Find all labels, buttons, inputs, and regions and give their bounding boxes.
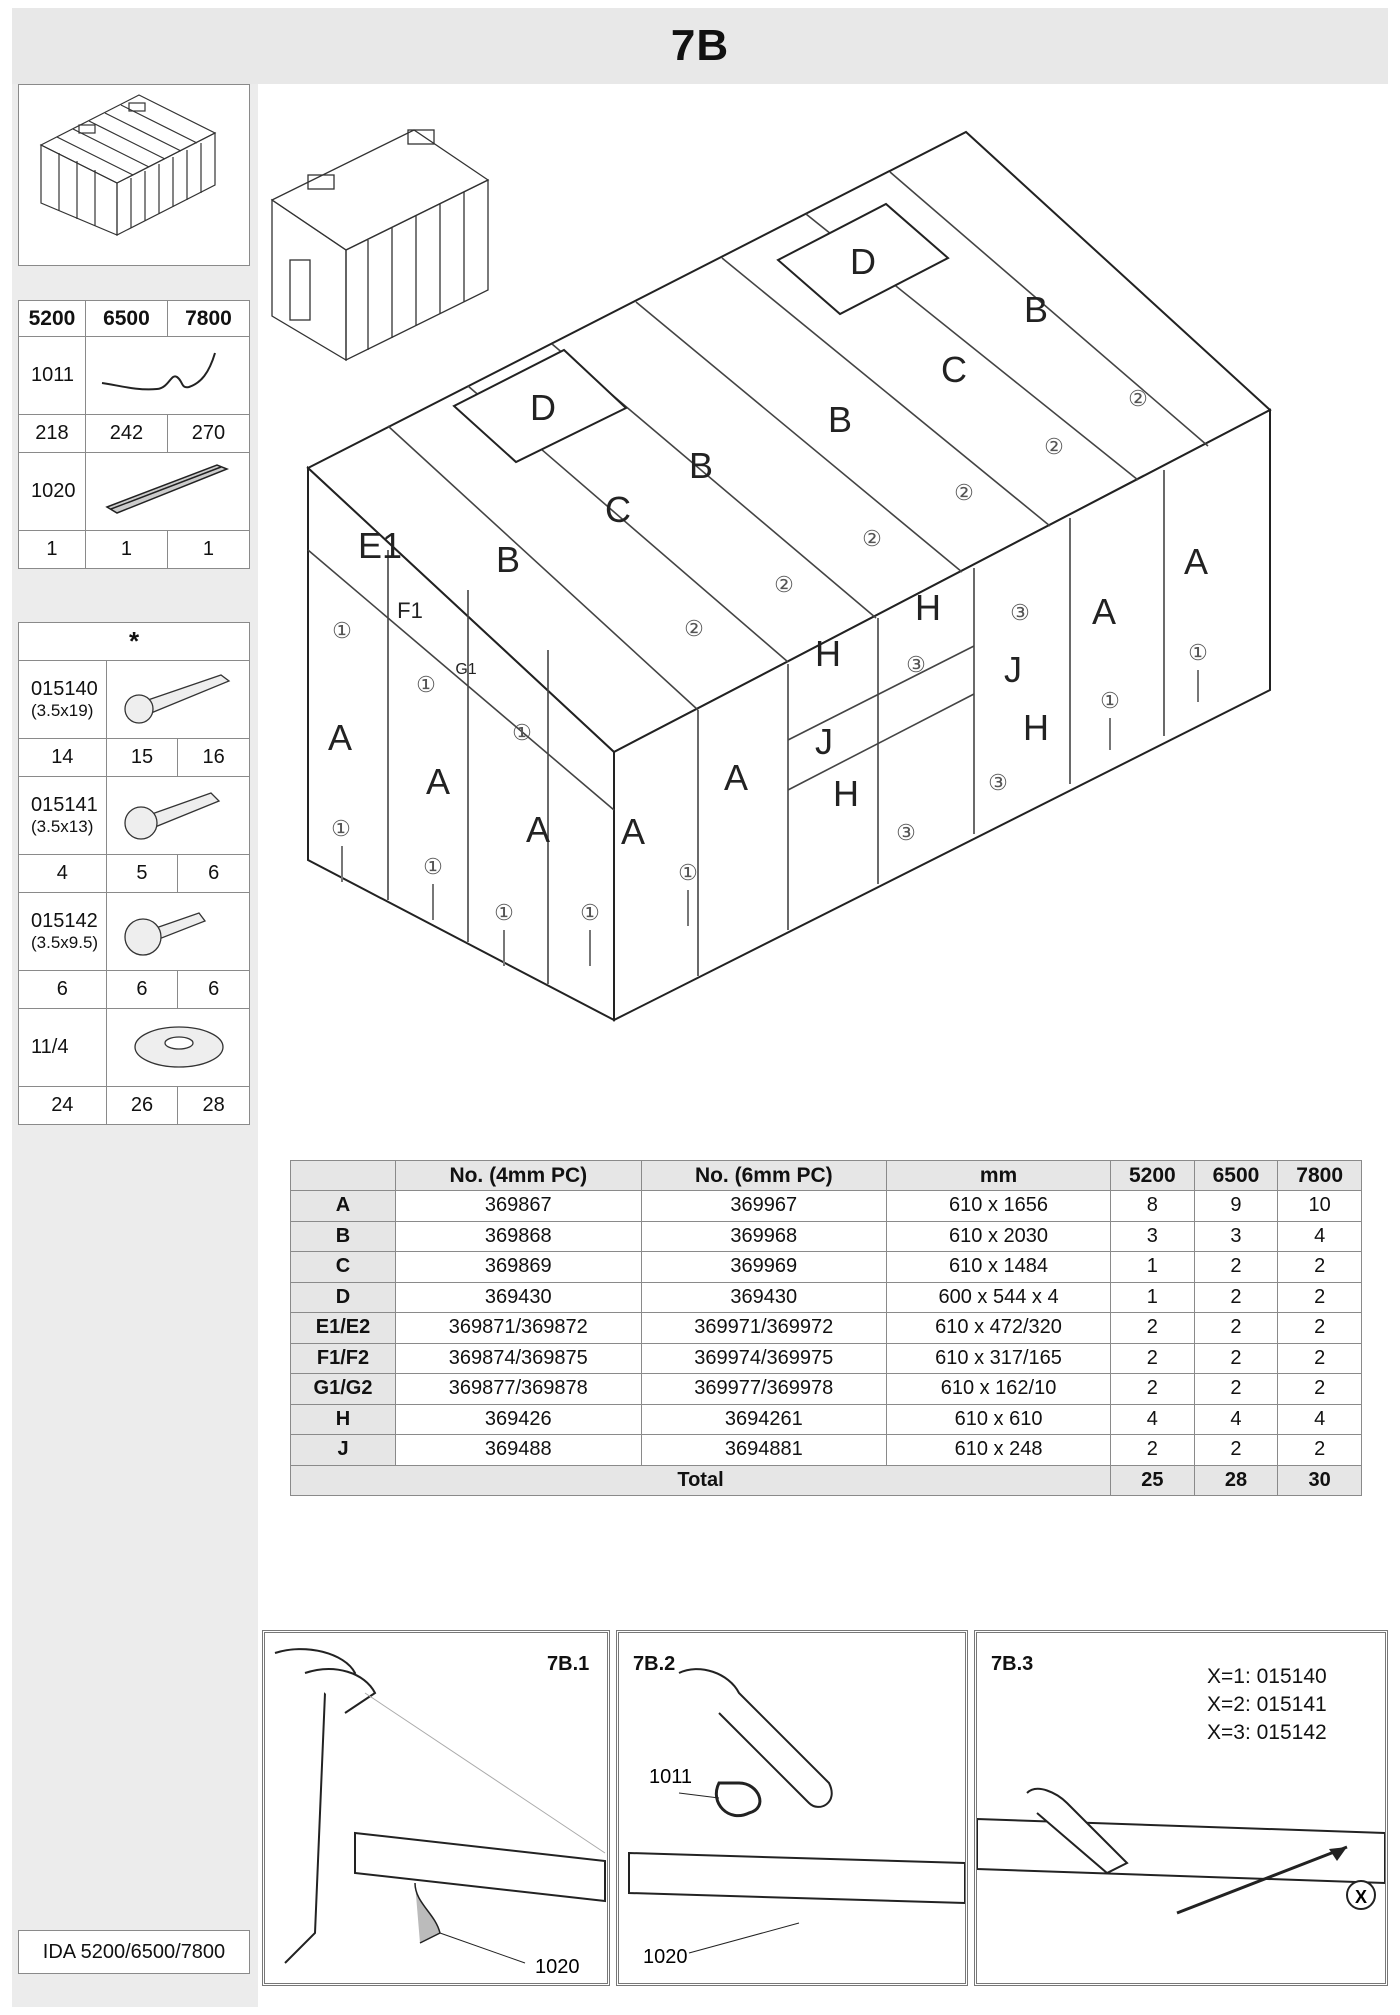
total-7800: 30: [1278, 1465, 1362, 1496]
svg-text:A: A: [620, 811, 646, 852]
washer-label: 11/4: [19, 1009, 107, 1087]
screw-015140-row: [19, 661, 250, 739]
quantity-header-row: [19, 301, 250, 337]
parts-cell: 369868: [396, 1221, 642, 1252]
panel-key: D: [291, 1282, 396, 1313]
parts-cell: 2: [1194, 1343, 1278, 1374]
header-6500: 6500: [1194, 1161, 1278, 1191]
count-cell: 16: [178, 739, 250, 777]
clip-1011-illustration: [85, 337, 249, 415]
panel-key: B: [291, 1221, 396, 1252]
screw-015140-label: [19, 661, 107, 739]
svg-text:③: ③: [896, 820, 916, 845]
svg-text:B: B: [827, 399, 853, 440]
parts-row: [291, 1343, 1362, 1374]
parts-table-header: [291, 1161, 1362, 1191]
parts-cell: 10: [1278, 1191, 1362, 1222]
model-5200-header: 5200: [19, 301, 86, 337]
legend-line: X=3: 015142: [1207, 1721, 1327, 1744]
parts-cell: 369430: [396, 1282, 642, 1313]
header-5200: 5200: [1111, 1161, 1195, 1191]
screw-short-illustration: [106, 893, 249, 971]
svg-text:①: ①: [1100, 688, 1120, 713]
model-7800-header: 7800: [167, 301, 249, 337]
svg-text:A: A: [525, 809, 551, 850]
parts-cell: 610 x 1656: [887, 1191, 1111, 1222]
svg-text:①: ①: [580, 900, 600, 925]
legend-line: X=2: 015141: [1207, 1693, 1327, 1716]
svg-text:①: ①: [494, 900, 514, 925]
parts-row: [291, 1374, 1362, 1405]
parts-cell: 600 x 544 x 4: [887, 1282, 1111, 1313]
title-bar: [12, 8, 1388, 84]
svg-text:C: C: [941, 349, 967, 390]
count-cell: 4: [19, 855, 107, 893]
parts-cell: 2: [1111, 1343, 1195, 1374]
mini-greenhouse-icon: [272, 130, 488, 360]
svg-text:C: C: [605, 489, 631, 530]
header-mm: mm: [887, 1161, 1111, 1191]
parts-cell: 610 x 610: [887, 1404, 1111, 1435]
panel-key: E1/E2: [291, 1313, 396, 1344]
parts-cell: 3: [1111, 1221, 1195, 1252]
screw-code: 015140: [31, 678, 98, 700]
callout-1020: 1020: [643, 1946, 688, 1968]
panel-parts-table: [290, 1160, 1362, 1496]
parts-cell: 1: [1111, 1252, 1195, 1283]
svg-text:②: ②: [862, 526, 882, 551]
detail-7b1: [262, 1630, 610, 1986]
parts-cell: 4: [1111, 1404, 1195, 1435]
parts-cell: 2: [1194, 1374, 1278, 1405]
parts-cell: 3694261: [641, 1404, 887, 1435]
svg-text:①: ①: [423, 854, 443, 879]
parts-cell: 2: [1194, 1282, 1278, 1313]
count-cell: 6: [106, 971, 178, 1009]
screw-015141-row: [19, 777, 250, 855]
parts-cell: 369974/369975: [641, 1343, 887, 1374]
svg-text:H: H: [1023, 707, 1049, 748]
detail-7b1-drawing: [265, 1633, 607, 1983]
parts-row: [291, 1191, 1362, 1222]
total-6500: 28: [1194, 1465, 1278, 1496]
parts-cell: 2: [1278, 1435, 1362, 1466]
panel-key: F1/F2: [291, 1343, 396, 1374]
count-cell: 270: [167, 415, 249, 453]
svg-text:H: H: [815, 633, 841, 674]
parts-cell: 369971/369972: [641, 1313, 887, 1344]
callout-1011: 1011: [649, 1766, 693, 1788]
parts-cell: 2: [1194, 1252, 1278, 1283]
header-6mm: No. (6mm PC): [641, 1161, 887, 1191]
detail-7b3: [974, 1630, 1388, 1986]
screw-015140-counts: [19, 739, 250, 777]
screw-long-illustration: [106, 661, 249, 739]
count-cell: 6: [19, 971, 107, 1009]
svg-text:J: J: [815, 721, 833, 762]
count-cell: 26: [106, 1087, 178, 1125]
screw-015141-counts: [19, 855, 250, 893]
svg-text:②: ②: [1044, 434, 1064, 459]
model-footer: IDA 5200/6500/7800: [18, 1930, 250, 1974]
greenhouse-thumbnail-drawing: [19, 85, 249, 265]
svg-text:B: B: [495, 539, 521, 580]
count-cell: 15: [106, 739, 178, 777]
parts-cell: 369977/369978: [641, 1374, 887, 1405]
screw-header: *: [19, 623, 250, 661]
parts-cell: 1: [1111, 1282, 1195, 1313]
part-1020-label: 1020: [19, 453, 86, 531]
svg-text:D: D: [850, 241, 876, 282]
svg-text:②: ②: [684, 616, 704, 641]
parts-row: [291, 1252, 1362, 1283]
detail-7b2: [616, 1630, 968, 1986]
parts-cell: 2: [1194, 1435, 1278, 1466]
count-cell: 218: [19, 415, 86, 453]
part-1011-label: 1011: [19, 337, 86, 415]
washer-row: [19, 1009, 250, 1087]
parts-cell: 2: [1278, 1252, 1362, 1283]
parts-cell: 369968: [641, 1221, 887, 1252]
screw-medium-illustration: [106, 777, 249, 855]
svg-text:A: A: [1091, 591, 1117, 632]
count-cell: 28: [178, 1087, 250, 1125]
screw-code: 015142: [31, 910, 98, 932]
parts-cell: 610 x 472/320: [887, 1313, 1111, 1344]
svg-text:B: B: [688, 445, 714, 486]
svg-text:F1: F1: [397, 598, 423, 623]
greenhouse-thumbnail: [18, 84, 250, 266]
detail-label: 7B.1: [547, 1653, 590, 1675]
parts-cell: 2: [1111, 1374, 1195, 1405]
parts-row: [291, 1404, 1362, 1435]
header-7800: 7800: [1278, 1161, 1362, 1191]
detail-label: 7B.2: [633, 1653, 676, 1675]
parts-cell: 369869: [396, 1252, 642, 1283]
panel-key: G1/G2: [291, 1374, 396, 1405]
screw-header-row: [19, 623, 250, 661]
part-1020-counts: [19, 531, 250, 569]
total-5200: 25: [1111, 1465, 1195, 1496]
svg-text:②: ②: [1128, 386, 1148, 411]
parts-cell: 2: [1278, 1374, 1362, 1405]
svg-text:H: H: [833, 773, 859, 814]
page-title: 7B: [670, 21, 730, 70]
screw-015141-label: [19, 777, 107, 855]
screw-015142-label: [19, 893, 107, 971]
parts-cell: 4: [1278, 1404, 1362, 1435]
svg-text:①: ①: [512, 720, 532, 745]
parts-cell: 3: [1194, 1221, 1278, 1252]
parts-cell: 2: [1194, 1313, 1278, 1344]
svg-text:H: H: [915, 587, 941, 628]
parts-cell: 610 x 248: [887, 1435, 1111, 1466]
parts-cell: 369426: [396, 1404, 642, 1435]
callout-x: X: [1354, 1887, 1368, 1907]
parts-cell: 369969: [641, 1252, 887, 1283]
parts-cell: 369867: [396, 1191, 642, 1222]
count-cell: 1: [19, 531, 86, 569]
parts-cell: 610 x 162/10: [887, 1374, 1111, 1405]
panel-key: A: [291, 1191, 396, 1222]
svg-text:A: A: [1183, 541, 1209, 582]
legend-line: X=1: 015140: [1207, 1665, 1327, 1688]
parts-row: [291, 1435, 1362, 1466]
parts-cell: 610 x 1484: [887, 1252, 1111, 1283]
profile-1020-illustration: [85, 453, 249, 531]
screw-table: [18, 622, 250, 1125]
svg-text:E1: E1: [357, 525, 403, 566]
model-6500-header: 6500: [85, 301, 167, 337]
svg-text:③: ③: [906, 652, 926, 677]
screw-015142-counts: [19, 971, 250, 1009]
parts-cell: 2: [1111, 1313, 1195, 1344]
count-cell: 5: [106, 855, 178, 893]
parts-cell: 8: [1111, 1191, 1195, 1222]
callout-1020: 1020: [535, 1956, 580, 1978]
svg-text:J: J: [1004, 649, 1022, 690]
parts-cell: 2: [1278, 1343, 1362, 1374]
parts-cell: 3694881: [641, 1435, 887, 1466]
screw-legend: [1207, 1663, 1327, 1747]
parts-cell: 610 x 2030: [887, 1221, 1111, 1252]
parts-total-row: [291, 1465, 1362, 1496]
part-1020-row: [19, 453, 250, 531]
panel-key: C: [291, 1252, 396, 1283]
screw-015142-row: [19, 893, 250, 971]
parts-row: [291, 1282, 1362, 1313]
svg-text:D: D: [530, 387, 556, 428]
svg-text:②: ②: [774, 572, 794, 597]
total-label: Total: [291, 1465, 1111, 1496]
parts-cell: 4: [1194, 1404, 1278, 1435]
svg-text:③: ③: [1010, 600, 1030, 625]
count-cell: 1: [167, 531, 249, 569]
svg-text:G1: G1: [455, 661, 477, 678]
screw-code: 015141: [31, 794, 98, 816]
washer-counts: [19, 1087, 250, 1125]
svg-text:①: ①: [332, 618, 352, 643]
parts-row: [291, 1313, 1362, 1344]
svg-text:①: ①: [678, 860, 698, 885]
washer-illustration: [106, 1009, 249, 1087]
parts-cell: 610 x 317/165: [887, 1343, 1111, 1374]
screw-size: (3.5x9.5): [31, 933, 99, 952]
svg-text:A: A: [327, 717, 353, 758]
quantity-table: [18, 300, 250, 569]
detail-7b2-drawing: [619, 1633, 965, 1983]
parts-cell: 2: [1111, 1435, 1195, 1466]
part-1011-row: [19, 337, 250, 415]
parts-cell: 369967: [641, 1191, 887, 1222]
parts-row: [291, 1221, 1362, 1252]
panel-key: J: [291, 1435, 396, 1466]
part-1011-counts: [19, 415, 250, 453]
greenhouse-assembly-diagram: [258, 90, 1388, 1050]
count-cell: 6: [178, 855, 250, 893]
svg-text:①: ①: [331, 816, 351, 841]
header-4mm: No. (4mm PC): [396, 1161, 642, 1191]
svg-text:A: A: [425, 761, 451, 802]
header-key: [291, 1161, 396, 1191]
panel-key: H: [291, 1404, 396, 1435]
count-cell: 1: [85, 531, 167, 569]
parts-cell: 2: [1278, 1313, 1362, 1344]
svg-text:B: B: [1023, 289, 1049, 330]
svg-text:①: ①: [416, 672, 436, 697]
count-cell: 242: [85, 415, 167, 453]
parts-cell: 2: [1278, 1282, 1362, 1313]
parts-cell: 4: [1278, 1221, 1362, 1252]
svg-text:A: A: [723, 757, 749, 798]
parts-cell: 369871/369872: [396, 1313, 642, 1344]
svg-text:③: ③: [988, 770, 1008, 795]
count-cell: 24: [19, 1087, 107, 1125]
screw-size: (3.5x19): [31, 701, 94, 720]
count-cell: 14: [19, 739, 107, 777]
parts-cell: 369874/369875: [396, 1343, 642, 1374]
parts-cell: 369488: [396, 1435, 642, 1466]
parts-cell: 369877/369878: [396, 1374, 642, 1405]
parts-cell: 9: [1194, 1191, 1278, 1222]
count-cell: 6: [178, 971, 250, 1009]
svg-text:②: ②: [954, 480, 974, 505]
parts-cell: 369430: [641, 1282, 887, 1313]
svg-text:①: ①: [1188, 640, 1208, 665]
detail-label: 7B.3: [991, 1653, 1034, 1675]
screw-size: (3.5x13): [31, 817, 94, 836]
